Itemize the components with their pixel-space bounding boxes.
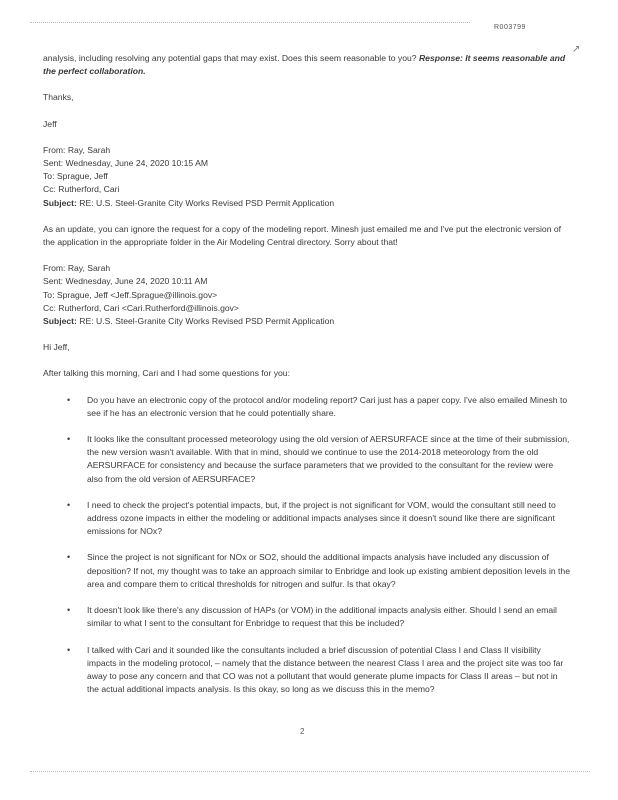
document-id: R003799 — [494, 24, 526, 31]
header1-cc: Cc: Rutherford, Cari — [43, 184, 120, 195]
header1-subject: RE: U.S. Steel-Granite City Works Revised PSD Permit Application — [76, 197, 335, 208]
header1-to: To: Sprague, Jeff — [43, 171, 108, 182]
header2-subject-line — [43, 315, 571, 328]
update-paragraph: As an update, you can ignore the request for a copy of the modeling report. Minesh just emailed me and I've put the electronic version of the application in the appropriate folder in the Air Modeling Central directory. Sorry about that! — [43, 223, 562, 248]
lead-in: After talking this morning, Cari and I had some questions for you: — [43, 368, 290, 379]
list-item: • I talked with Cari and it sounded like the consultants included a brief discussion of potential Class I and Class II visibility impacts in the modeling protocol, – namely that the distance between the nearest Class I area and the project site was too far away to pose any concern and that CO was not a pollutant that would generate plume impacts for Class II areas – but not in the actual additional impacts analysis. Is this okay, so long as we discuss this in the memo? — [87, 644, 571, 697]
list-item: • Do you have an electronic copy of the protocol and/or modeling report? Cari just has a paper copy. I've also emailed Minesh to see if he has an electronic version that he could potentially share. — [87, 394, 571, 420]
header2-sent: Sent: Wednesday, June 24, 2020 10:11 AM — [43, 276, 208, 287]
email-body — [43, 52, 571, 709]
intro-text: analysis, including resolving any potential gaps that may exist. Does this seem reasonable to you? — [43, 53, 419, 63]
question-list — [43, 394, 571, 697]
greeting: Hi Jeff, — [43, 342, 70, 353]
email-header-2 — [43, 262, 571, 328]
signoff-name: Jeff — [43, 118, 57, 129]
header2-subject: RE: U.S. Steel-Granite City Works Revised PSD Permit Application — [76, 316, 335, 327]
header1-subject-label: Subject: — [43, 197, 77, 208]
list-item: • I need to check the project's potential impacts, but, if the project is not significant for VOM, would the consultant still need to address ozone impacts in either the modeling or additional impacts analyses since it doesn't sound like there are significant emissions for NOx? — [87, 499, 571, 539]
scan-mark: ↗ — [572, 44, 581, 55]
header2-from: From: Ray, Sarah — [43, 263, 111, 274]
header1-sent: Sent: Wednesday, June 24, 2020 10:15 AM — [43, 158, 208, 169]
header2-subject-label: Subject: — [43, 316, 77, 327]
list-item: • It looks like the consultant processed meteorology using the old version of AERSURFACE since at the time of their submission, the new version wasn't available. With that in mind, should we continue to use the 2014-2018 meteorology from the old AERSURFACE for consistency and because the surface parameters that we provided to the consultant for the review were also from the old version of AERSURFACE? — [87, 433, 571, 486]
page-number: 2 — [300, 727, 305, 736]
bottom-scan-border — [30, 771, 590, 772]
email-header-1 — [43, 144, 571, 210]
top-scan-border — [30, 22, 470, 23]
thanks-line: Thanks, — [43, 92, 74, 103]
header2-to: To: Sprague, Jeff <Jeff.Sprague@illinois.gov> — [43, 289, 218, 300]
list-item: • It doesn't look like there's any discussion of HAPs (or VOM) in the additional impacts analysis either. Should I send an email similar to what I sent to the consultant for Enbridge to request that this be included? — [87, 604, 571, 630]
header1-subject-line — [43, 197, 571, 210]
list-item: • Since the project is not significant for NOx or SO2, should the additional impacts analysis have included any discussion of deposition? If not, my thought was to take an approach similar to Enbridge and look up existing ambient deposition levels in the area and compare them to critical thresholds for nitrogen and sulfur. Is that okay? — [87, 551, 571, 591]
intro-response: Response: It seems reasonable and the perfect collaboration. — [43, 53, 566, 77]
header1-from: From: Ray, Sarah — [43, 144, 111, 155]
intro-paragraph — [43, 52, 571, 78]
header2-cc: Cc: Rutherford, Cari <Cari.Rutherford@illinois.gov> — [43, 302, 239, 313]
